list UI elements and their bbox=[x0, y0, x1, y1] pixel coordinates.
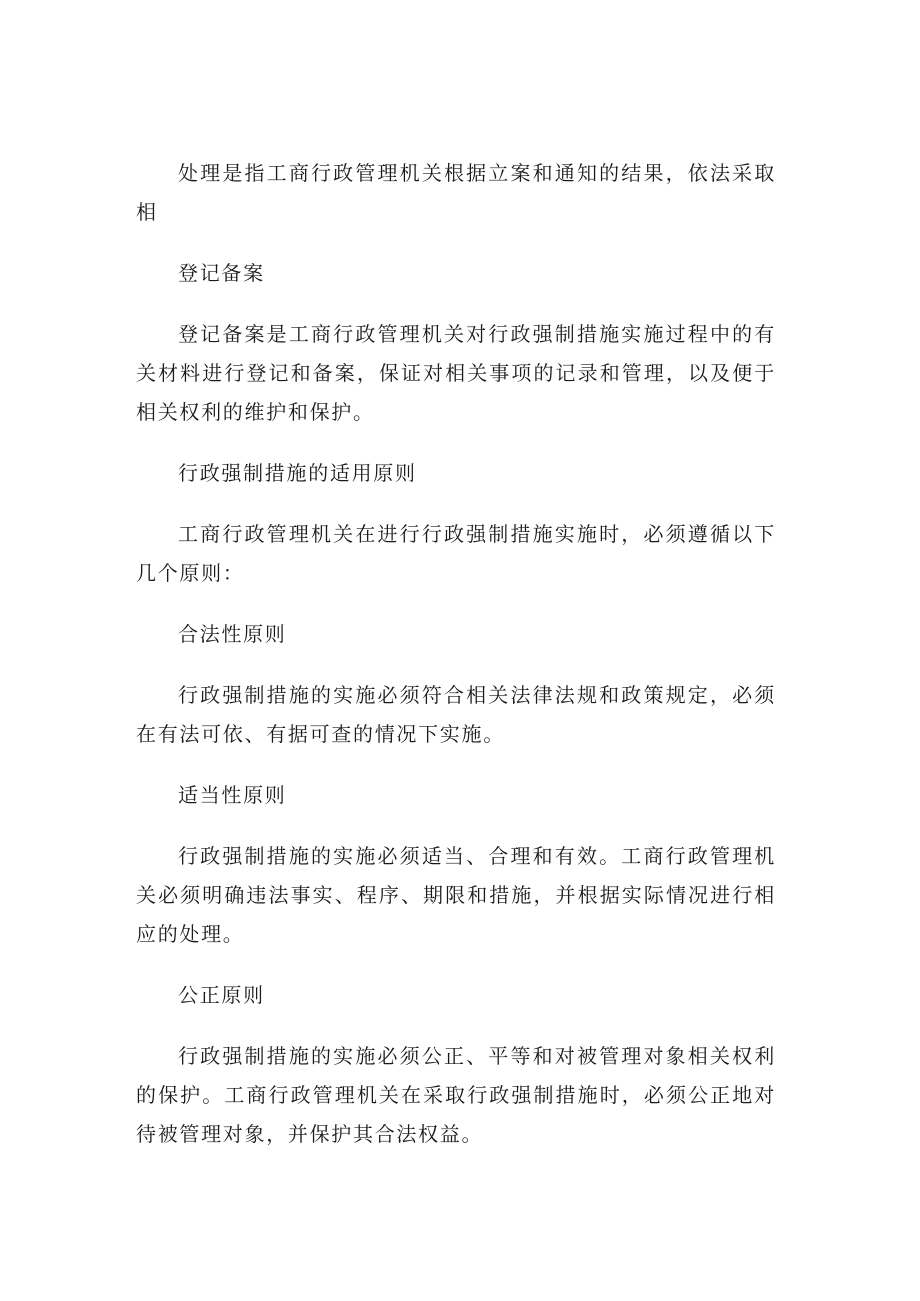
paragraph-legality-principle: 行政强制措施的实施必须符合相关法律法规和政策规定，必须在有法可依、有据可查的情况下实施。 bbox=[136, 683, 776, 746]
heading-applicable-principles: 行政强制措施的适用原则 bbox=[178, 461, 417, 485]
paragraph-appropriateness-principle: 行政强制措施的实施必须适当、合理和有效。工商行政管理机关必须明确违法事实、程序、期限和措施，并根据实际情况进行相应的处理。 bbox=[136, 844, 776, 946]
heading-registration-filing: 登记备案 bbox=[178, 261, 265, 285]
paragraph-processing: 处理是指工商行政管理机关根据立案和通知的结果，依法采取相 bbox=[136, 161, 776, 224]
document-body bbox=[136, 154, 776, 1154]
heading-legality-principle: 合法性原则 bbox=[178, 622, 287, 646]
paragraph-registration-filing: 登记备案是工商行政管理机关对行政强制措施实施过程中的有关材料进行登记和备案，保证对相关事项的记录和管理，以及便于相关权利的维护和保护。 bbox=[136, 322, 776, 424]
paragraph-fairness-principle: 行政强制措施的实施必须公正、平等和对被管理对象相关权利的保护。工商行政管理机关在采取行政强制措施时，必须公正地对待被管理对象，并保护其合法权益。 bbox=[136, 1044, 776, 1146]
paragraph-applicable-principles: 工商行政管理机关在进行行政强制措施实施时，必须遵循以下几个原则： bbox=[136, 522, 776, 585]
heading-appropriateness-principle: 适当性原则 bbox=[178, 783, 287, 807]
heading-fairness-principle: 公正原则 bbox=[178, 983, 265, 1007]
